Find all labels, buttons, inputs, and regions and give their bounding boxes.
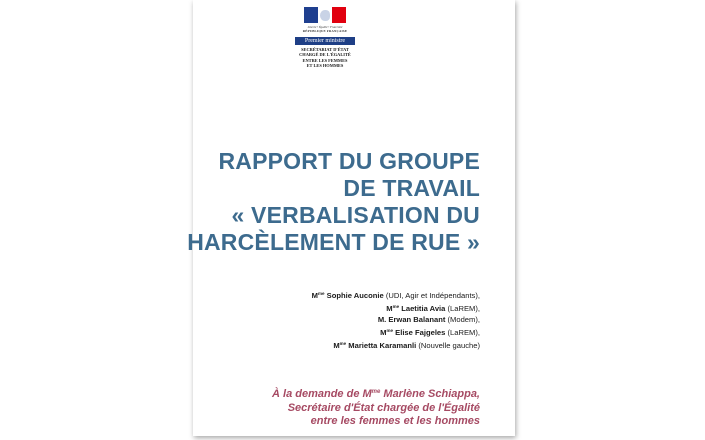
author-name: Erwan Balanant — [388, 315, 446, 324]
premier-ministre-banner: Premier ministre — [295, 37, 355, 45]
author-party: (Nouvelle gauche) — [418, 341, 480, 350]
title-line: DE TRAVAIL — [343, 175, 480, 201]
secretariat-line: ENTRE LES FEMMES — [302, 57, 348, 63]
republic-name: RÉPUBLIQUE FRANÇAISE — [302, 29, 348, 33]
secretariat-line: SECRÉTARIAT D'ÉTAT — [301, 47, 349, 52]
title-line: « VERBALISATION DU — [231, 202, 480, 228]
request-line: entre les femmes et les hommes — [310, 415, 480, 427]
authors-list — [312, 288, 480, 351]
republic-motto: Liberté • Égalité • Fraternité — [307, 25, 343, 29]
title-line: HARCÈLEMENT DE RUE » — [187, 229, 480, 255]
marianne-emblem — [293, 5, 357, 35]
author-party: (UDI, Agir et Indépendants), — [385, 291, 480, 300]
secretariat-label — [293, 47, 357, 69]
author-party: (Modem), — [447, 315, 480, 324]
secretariat-line: CHARGÉ DE L'ÉGALITÉ — [299, 52, 351, 58]
document-cover — [187, 0, 515, 436]
author-party: (LaREM), — [447, 304, 480, 313]
request-line: Secrétaire d'État chargée de l'Égalité — [287, 401, 480, 414]
author-name: Elise Fajgeles — [395, 328, 446, 337]
author-row: $M^{me}$ Laetitia Avia (LaREM), — [386, 304, 480, 313]
request-line: À la demande de $M^{me}$ Marlène Schiappa, — [272, 388, 480, 400]
author-row: M. Erwan Balanant (Modem), — [377, 315, 480, 324]
author-name: Marietta Karamanli — [348, 341, 417, 350]
request-statement — [272, 386, 480, 429]
author-row: $M^{me}$ Sophie Auconie (UDI, Agir et Indépendants), — [311, 291, 480, 300]
title-line: RAPPORT DU GROUPE — [218, 148, 480, 174]
author-name: Sophie Auconie — [326, 291, 384, 300]
author-row: $M^{me}$ Elise Fajgeles (LaREM), — [380, 328, 480, 337]
author-row: $M^{me}$ Marietta Karamanli (Nouvelle gauche) — [333, 341, 480, 350]
author-party: (LaREM), — [447, 328, 480, 337]
secretariat-line: ET LES HOMMES — [306, 63, 344, 69]
french-flag-icon — [304, 7, 346, 23]
report-title — [187, 148, 480, 256]
government-logo — [293, 5, 357, 77]
author-name: Laetitia Avia — [401, 304, 446, 313]
